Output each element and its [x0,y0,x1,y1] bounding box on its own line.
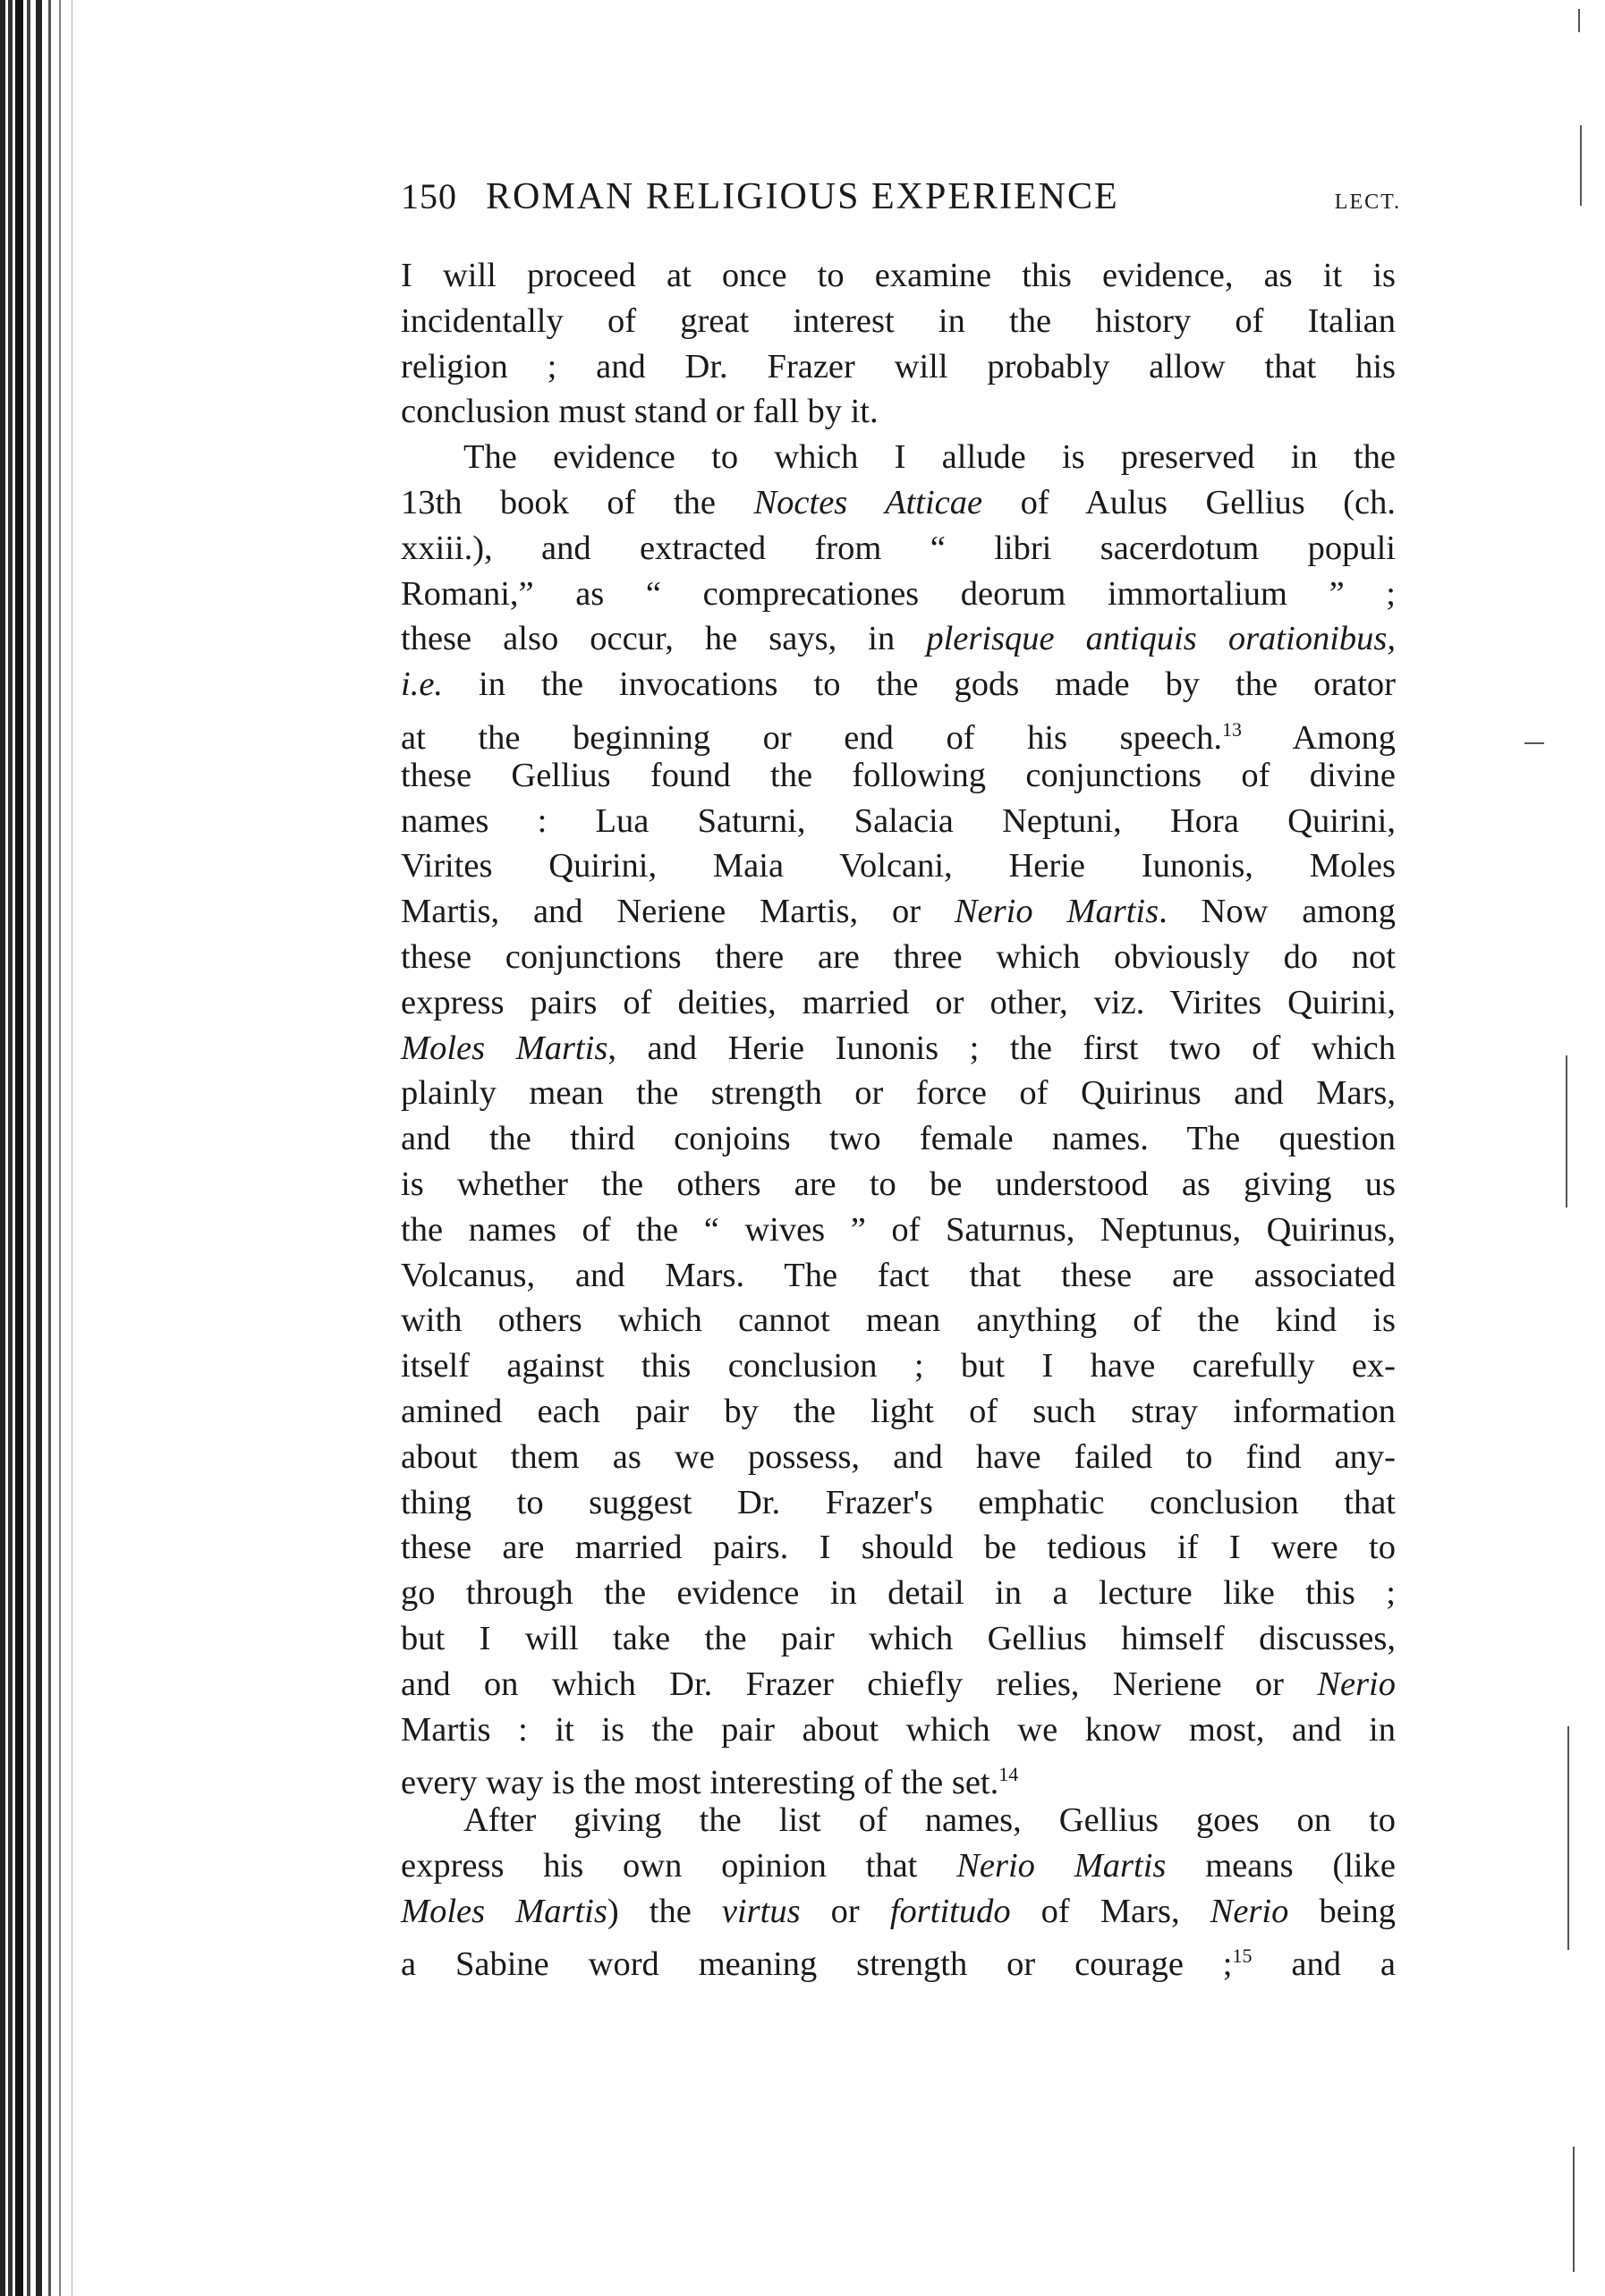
text-line: I will proceed at once to examine this evidence, as it is [401,257,1396,294]
scan-mark [1573,2147,1575,2272]
text-line: express his own opinion that Nerio Martis means (like [401,1846,1396,1885]
text-line: is whether the others are to be understood as giving us [401,1165,1396,1203]
italic-term: fortitudo [889,1892,1011,1930]
text-line: Martis, and Neriene Martis, or Nerio Martis. Now among [401,893,1396,931]
text-line: but I will take the pair which Gellius himself discusses, [401,1619,1396,1657]
text-line: Moles Martis) the virtus or fortitudo of Mars, Nerio being [401,1892,1396,1930]
italic-term: Moles Martis [401,1892,607,1930]
text-line: plainly mean the strength or force of Quirinus and Mars, [401,1074,1396,1113]
text-line: the names of the “ wives ” of Saturnus, Neptunus, Quirinus, [401,1210,1396,1249]
text-line: about them as we possess, and have failed to find any- [401,1437,1396,1476]
italic-term: virtus [721,1892,801,1930]
text-line: The evidence to which I allude is preserved in the [463,438,1396,477]
text-line: itself against this conclusion ; but I have carefully ex- [401,1347,1396,1385]
text-line: these conjunctions there are three which obviously do not [401,937,1396,976]
italic-term: i.e. [401,665,444,704]
text-line: thing to suggest Dr. Frazer's emphatic conclusion that [401,1483,1396,1521]
text-line: a Sabine word meaning strength or courage ;$^{15}$ and a [401,1944,1396,1984]
footnote-ref: 15 [1232,1944,1253,1968]
binding-shadow [54,0,107,2296]
text-line: incidentally of great interest in the history of Italian [401,301,1396,340]
text-line: these are married pairs. I should be tedious if I were to [401,1529,1396,1567]
text-line: these also occur, he says, in plerisque antiquis orationibus, [401,620,1396,658]
scan-mark [1567,1726,1569,1950]
text-line: 13th book of the Noctes Atticae of Aulus Gellius (ch. [401,483,1396,521]
text-line: every way is the most interesting of the set.$^{14}$ [401,1763,1019,1802]
text-line: Volcanus, and Mars. The fact that these are associated [401,1256,1396,1294]
footnote-ref: 13 [1222,717,1243,741]
scan-mark [1580,125,1582,206]
text-line: Moles Martis, and Herie Iunonis ; the first two of which [401,1029,1396,1067]
page-number: 150 [401,176,457,216]
text-line: i.e. in the invocations to the gods made by the orator [401,665,1396,704]
footnote-ref: 14 [998,1763,1019,1786]
text-line: xxiii.), and extracted from “ libri sacerdotum populi [401,529,1396,567]
text-line: and the third conjoins two female names. The question [401,1120,1396,1158]
text-line: go through the evidence in detail in a lecture like this ; [401,1574,1396,1613]
text-line: these Gellius found the following conjunctions of divine [401,756,1396,794]
text-line: conclusion must stand or fall by it. [401,393,879,431]
italic-term: Nerio [1317,1665,1396,1703]
section-label: LECT. [1334,191,1401,214]
text-line: Virites Quirini, Maia Volcani, Herie Iunonis, Moles [401,847,1396,885]
text-line: Romani,” as “ comprecationes deorum immortalium ” ; [401,574,1396,613]
text-line: names : Lua Saturni, Salacia Neptuni, Hora Quirini, [401,801,1396,840]
italic-term: Nerio [1210,1892,1289,1930]
running-title: ROMAN RELIGIOUS EXPERIENCE [486,176,1119,217]
italic-term: Moles Martis [401,1029,608,1067]
italic-term: Noctes Atticae [753,483,983,521]
running-header [401,175,1401,238]
italic-term: plerisque antiquis orationibus, [926,620,1396,658]
text-line: and on which Dr. Frazer chiefly relies, Neriene or Nerio [401,1665,1396,1703]
text-line: express pairs of deities, married or other, viz. Virites Quirini, [401,983,1396,1021]
italic-term: Nerio Martis [954,893,1159,931]
text-line: at the beginning or end of his speech.$^{13}$ Among [401,717,1396,757]
text-line: After giving the list of names, Gellius goes on to [463,1801,1396,1840]
scan-mark [1578,9,1580,32]
scan-mark [1524,742,1544,744]
text-line: amined each pair by the light of such stray information [401,1392,1396,1430]
scan-mark [1566,1055,1567,1207]
text-line: religion ; and Dr. Frazer will probably allow that his [401,347,1396,385]
italic-term: Nerio Martis [956,1846,1167,1885]
body-text [401,253,1396,1984]
text-line: Martis : it is the pair about which we know most, and in [401,1710,1396,1749]
text-line: with others which cannot mean anything of the kind is [401,1301,1396,1340]
